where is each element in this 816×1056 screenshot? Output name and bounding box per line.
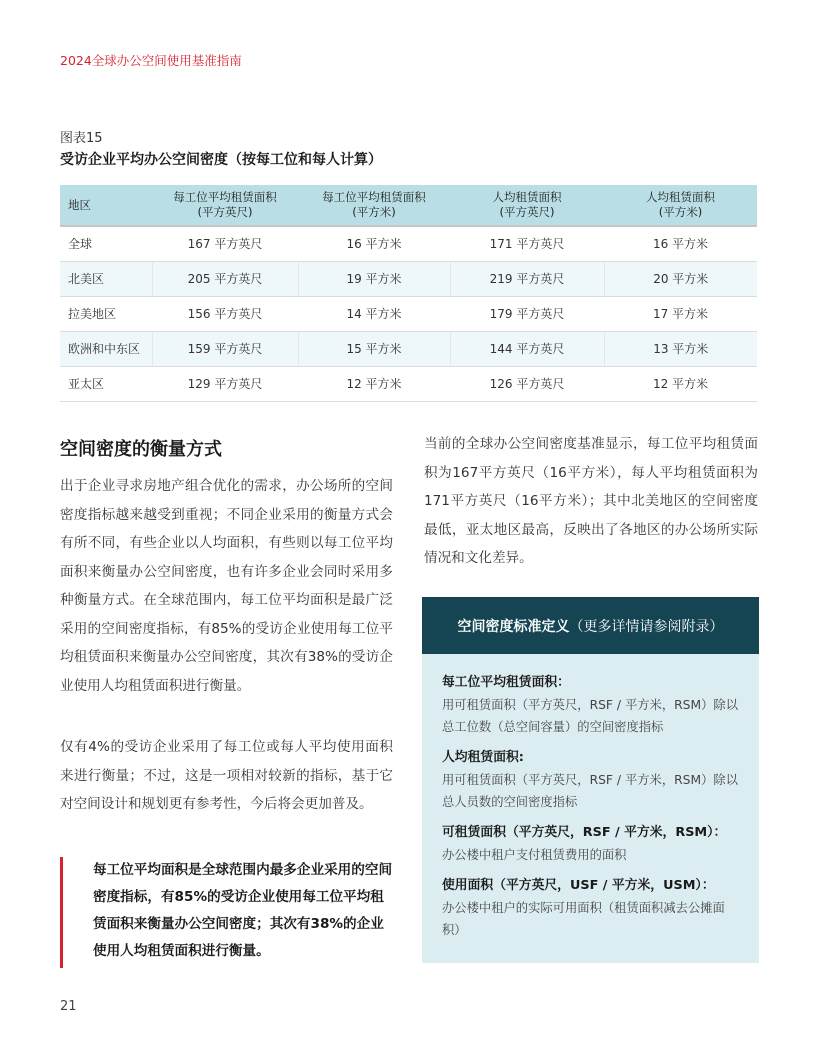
column-header-rsf-per-seat: 每工位平均租赁面积 (平方英尺): [152, 185, 298, 226]
table-row: [60, 331, 757, 366]
column-header-rsm-per-person: 人均租赁面积 (平方米): [604, 185, 757, 226]
table-row: [60, 226, 757, 261]
value-cell: 171 平方英尺: [450, 226, 604, 261]
pull-quote-text: 每工位平均面积是全球范围内最多企业采用的空间密度指标，有85%的受访企业使用每工位平均租赁面积来衡量办公空间密度；其次有38%的企业使用人均租赁面积进行衡量。: [93, 862, 393, 959]
body-paragraph-1: 出于企业寻求房地产组合优化的需求，办公场所的空间密度指标越来越受到重视；不同企业采用的衡量方式会有所不同，有些企业以人均面积，有些则以每工位平均面积来衡量办公空间密度，也有许多企业会同时采用多种衡量方式。在全球范围内，每工位平均面积是最广泛采用的空间密度指标，有85%的受访企业使用每工位平均租赁面积来衡量办公空间密度，其次有38%的受访企业使用人均租赁面积进行衡量。: [60, 478, 393, 694]
definitions-header: [422, 597, 759, 654]
value-cell: 144 平方英尺: [450, 331, 604, 366]
value-cell: 16 平方米: [604, 226, 757, 261]
definition-item: [442, 672, 739, 738]
definition-description: 用可租赁面积（平方英尺，RSF / 平方米，RSM）除以总工位数（总空间容量）的空间密度指标: [442, 698, 738, 734]
region-cell: 拉美地区: [60, 296, 152, 331]
definitions-title-suffix: （更多详情请参阅附录）: [569, 618, 724, 635]
value-cell: 13 平方米: [604, 331, 757, 366]
value-cell: 12 平方米: [604, 366, 757, 401]
section-heading: 空间密度的衡量方式: [60, 439, 222, 460]
value-cell: 17 平方米: [604, 296, 757, 331]
region-cell: 北美区: [60, 261, 152, 296]
definition-item: [442, 875, 739, 941]
value-cell: 14 平方米: [298, 296, 450, 331]
region-cell: 全球: [60, 226, 152, 261]
value-cell: 19 平方米: [298, 261, 450, 296]
table-header-row: [60, 185, 757, 226]
value-cell: 219 平方英尺: [450, 261, 604, 296]
value-cell: 179 平方英尺: [450, 296, 604, 331]
definitions-list: [422, 654, 759, 941]
value-cell: 20 平方米: [604, 261, 757, 296]
column-header-rsm-per-seat: 每工位平均租赁面积 (平方米): [298, 185, 450, 226]
value-cell: 16 平方米: [298, 226, 450, 261]
definition-description: 办公楼中租户支付租赁费用的面积: [442, 848, 627, 862]
value-cell: 126 平方英尺: [450, 366, 604, 401]
column-header-rsf-per-person: 人均租赁面积 (平方英尺): [450, 185, 604, 226]
table-row: [60, 261, 757, 296]
definition-term: 每工位平均租赁面积：: [442, 675, 570, 690]
definition-item: [442, 822, 739, 866]
table-row: [60, 296, 757, 331]
value-cell: 156 平方英尺: [152, 296, 298, 331]
right-paragraph: 当前的全球办公空间密度基准显示，每工位平均租赁面积为167平方英尺（16平方米），每人平均租赁面积为171平方英尺（16平方米）；其中北美地区的空间密度最低，亚太地区最高，反映出了各地区的办公场所实际情况和文化差异。: [424, 436, 758, 566]
pull-quote: [60, 857, 393, 968]
body-paragraph-2: 仅有4%的受访企业采用了每工位或每人平均使用面积来进行衡量；不过，这是一项相对较新的指标，基于它对空间设计和规划更有参考性，今后将会更加普及。: [60, 739, 393, 812]
region-cell: 欧洲和中东区: [60, 331, 152, 366]
value-cell: 205 平方英尺: [152, 261, 298, 296]
region-cell: 亚太区: [60, 366, 152, 401]
definition-term: 人均租赁面积:: [442, 750, 524, 765]
definitions-title: 空间密度标准定义: [457, 618, 570, 635]
figure-label: 图表15: [60, 131, 103, 146]
value-cell: 159 平方英尺: [152, 331, 298, 366]
column-header-region: 地区: [60, 185, 152, 226]
page-number: 21: [60, 999, 77, 1014]
definition-description: 用可租赁面积（平方英尺，RSF / 平方米，RSM）除以总人员数的空间密度指标: [442, 773, 738, 809]
running-header: 2024全球办公空间使用基准指南: [60, 53, 242, 68]
value-cell: 129 平方英尺: [152, 366, 298, 401]
value-cell: 15 平方米: [298, 331, 450, 366]
density-table: [60, 185, 757, 402]
definition-term: 使用面积（平方英尺，USF / 平方米，USM）：: [442, 878, 715, 893]
definition-description: 办公楼中租户的实际可用面积（租赁面积减去公摊面积）: [442, 901, 725, 937]
value-cell: 167 平方英尺: [152, 226, 298, 261]
value-cell: 12 平方米: [298, 366, 450, 401]
definitions-box: [422, 597, 759, 963]
definition-item: [442, 747, 739, 813]
definition-term: 可租赁面积（平方英尺，RSF / 平方米，RSM）：: [442, 825, 727, 840]
figure-title: 受访企业平均办公空间密度（按每工位和每人计算）: [60, 152, 382, 168]
table-row: [60, 366, 757, 401]
